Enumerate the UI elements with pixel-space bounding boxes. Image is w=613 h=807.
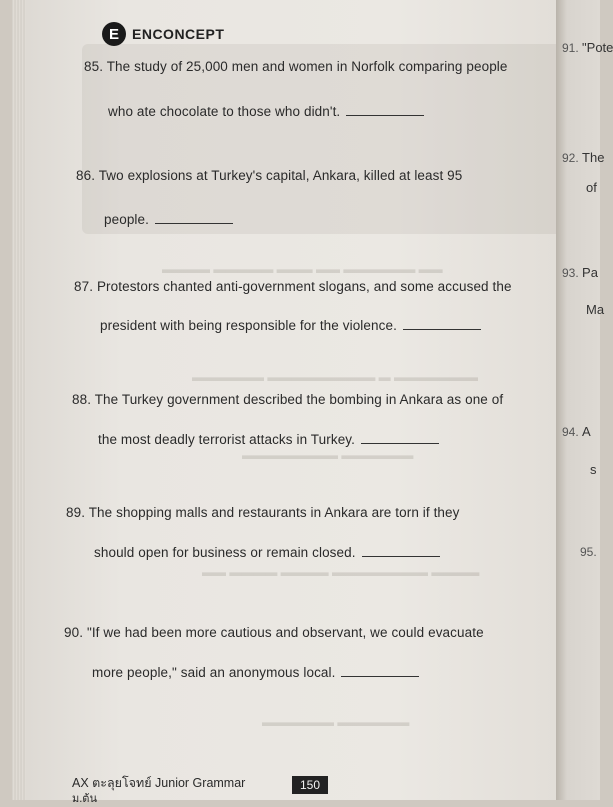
question-88-line2	[98, 431, 439, 447]
answer-blank[interactable]	[155, 211, 233, 224]
page-number: 150	[292, 776, 328, 794]
bleed-through-text: ▬▬▬▬▬▬ ▬▬▬▬▬▬▬▬	[242, 448, 414, 462]
book-title: AX ตะลุยโจทย์ Junior Grammar	[72, 776, 246, 790]
question-90-line1	[64, 625, 484, 640]
right-page-item: 93. Pa	[562, 265, 598, 280]
right-page-item: 92. The	[562, 150, 605, 165]
question-text: The Turkey government described the bombing in Ankara as one of	[94, 392, 504, 407]
question-86-line1	[76, 168, 462, 183]
question-number: 85.	[84, 59, 104, 74]
right-page-item: Ma	[586, 302, 605, 317]
question-text: The shopping malls and restaurants in Ankara are torn if they	[88, 505, 460, 520]
question-text: the most deadly terrorist attacks in Turkey.	[98, 432, 355, 447]
question-text: Two explosions at Turkey's capital, Ankara, killed at least 95	[98, 168, 463, 183]
right-page-item: s	[590, 462, 597, 477]
answer-blank[interactable]	[403, 317, 481, 330]
answer-blank[interactable]	[361, 431, 439, 444]
question-number: 86.	[76, 168, 96, 183]
question-text: who ate chocolate to those who didn't.	[108, 104, 341, 119]
book-page	[12, 0, 560, 805]
question-text: people.	[104, 212, 149, 227]
question-number: 90.	[64, 625, 84, 640]
question-text: Protestors chanted anti-government slogans, and some accused the	[96, 279, 512, 294]
question-90-line2	[92, 664, 419, 680]
question-text: The study of 25,000 men and women in Norfolk comparing people	[106, 59, 508, 74]
question-text: president with being responsible for the violence.	[100, 318, 397, 333]
question-86-line2	[104, 211, 233, 227]
brand-name: ENCONCEPT	[132, 26, 225, 42]
bleed-through-text: ▬▬ ▬▬▬▬▬▬ ▬▬ ▬▬▬ ▬▬▬▬▬ ▬▬▬▬	[162, 262, 443, 276]
bleed-through-text: ▬▬▬▬▬▬▬ ▬ ▬▬▬▬▬▬▬▬▬ ▬▬▬▬▬▬	[192, 370, 479, 384]
right-page-item: 91. "Pote	[562, 40, 613, 55]
question-89-line2	[94, 544, 440, 560]
question-number: 89.	[66, 505, 86, 520]
right-page-item: 94. A	[562, 424, 591, 439]
page-edge	[12, 0, 26, 800]
question-text: "If we had been more cautious and observant, we could evacuate	[86, 625, 484, 640]
adjacent-page	[556, 0, 613, 800]
right-page-item: of	[586, 180, 597, 195]
question-87-line2	[100, 317, 481, 333]
book-subtitle: ม.ต้น	[72, 793, 97, 805]
right-page-item: 95.	[580, 545, 597, 559]
question-text: more people," said an anonymous local.	[92, 665, 336, 680]
question-text: should open for business or remain closed.	[94, 545, 356, 560]
question-85-line2	[108, 103, 424, 119]
logo-icon: E	[102, 22, 126, 46]
answer-blank[interactable]	[362, 544, 440, 557]
question-number: 88.	[72, 392, 92, 407]
question-87-line1	[74, 279, 512, 294]
answer-blank[interactable]	[341, 664, 419, 677]
brand-logo	[102, 22, 224, 46]
question-89-line1	[66, 505, 460, 520]
question-number: 87.	[74, 279, 94, 294]
answer-blank[interactable]	[346, 103, 424, 116]
bleed-through-text: ▬▬▬▬▬▬ ▬▬▬▬▬▬	[262, 715, 410, 729]
question-88-line1	[72, 392, 503, 407]
bleed-through-text: ▬▬▬▬ ▬▬▬▬▬▬▬▬ ▬▬▬▬ ▬▬▬▬ ▬▬	[202, 565, 480, 579]
question-85-line1	[84, 59, 508, 74]
